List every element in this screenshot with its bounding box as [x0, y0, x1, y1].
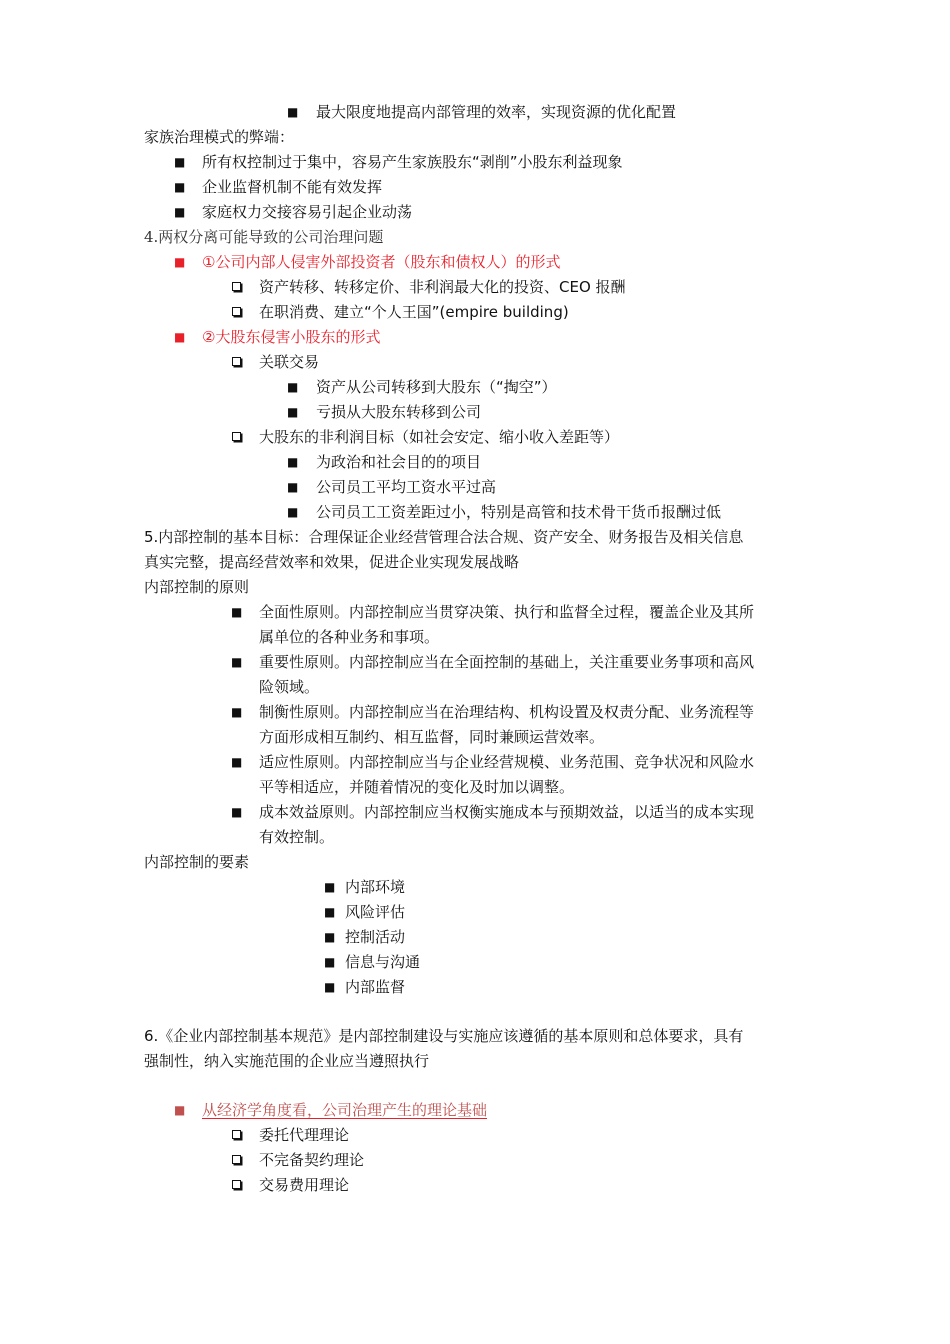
form2-b-item: 公司员工工资差距过小，特别是高管和技术骨干货币报酬过低: [316, 503, 722, 521]
filled-square-icon: ■: [324, 930, 336, 944]
filled-square-icon: ■: [231, 755, 243, 769]
form2-b-item: 为政治和社会目的的项目: [316, 453, 482, 471]
hollow-box-icon: [232, 282, 241, 291]
principle-line: 属单位的各种业务和事项。: [259, 628, 440, 646]
sec4-form1: ①公司内部人侵害外部投资者（股东和债权人）的形式: [202, 253, 561, 271]
principle-line: 险领域。: [259, 678, 320, 696]
form2-a-item: 资产从公司转移到大股东（“掏空”）: [316, 378, 557, 396]
element-item: 风险评估: [345, 903, 406, 921]
elements-heading: 内部控制的要素: [144, 853, 250, 871]
filled-square-icon: ■: [174, 205, 186, 219]
filled-square-icon: ■: [287, 505, 299, 519]
family-item: 家庭权力交接容易引起企业动荡: [202, 203, 413, 221]
family-item: 所有权控制过于集中，容易产生家族股东“剥削”小股东利益现象: [202, 153, 623, 171]
principle-line: 成本效益原则。内部控制应当权衡实施成本与预期效益，以适当的成本实现: [259, 803, 755, 821]
principle-line: 方面形成相互制约、相互监督，同时兼顾运营效率。: [259, 728, 605, 746]
family-item: 企业监督机制不能有效发挥: [202, 178, 383, 196]
element-item: 信息与沟通: [345, 953, 421, 971]
top-item: 最大限度地提高内部管理的效率，实现资源的优化配置: [316, 103, 677, 121]
filled-square-icon: ■: [287, 455, 299, 469]
principle-line: 制衡性原则。内部控制应当在治理结构、机构设置及权责分配、业务流程等: [259, 703, 755, 721]
hollow-box-icon: [232, 1180, 241, 1189]
sec5-heading-line1: 5.内部控制的基本目标：合理保证企业经营管理合法合规、资产安全、财务报告及相关信息: [144, 528, 744, 546]
hollow-box-icon: [232, 432, 241, 441]
form2-b: 大股东的非利润目标（如社会安定、缩小收入差距等）: [259, 428, 620, 446]
econ-item: 不完备契约理论: [259, 1151, 365, 1169]
filled-square-icon: ■: [174, 155, 186, 169]
filled-square-icon: ■: [324, 880, 336, 894]
filled-square-icon: ■: [231, 605, 243, 619]
econ-item: 委托代理理论: [259, 1126, 350, 1144]
form2-a: 关联交易: [259, 353, 320, 371]
filled-square-icon: ■: [324, 905, 336, 919]
filled-square-icon: ■: [231, 805, 243, 819]
principle-line: 适应性原则。内部控制应当与企业经营规模、业务范围、竞争状况和风险水: [259, 753, 755, 771]
sec5-heading-line2: 真实完整，提高经营效率和效果，促进企业实现发展战略: [144, 553, 520, 571]
sec6-line1: 6.《企业内部控制基本规范》是内部控制建设与实施应该遵循的基本原则和总体要求，具有: [144, 1027, 744, 1045]
econ-item: 交易费用理论: [259, 1176, 350, 1194]
filled-square-icon: ■: [324, 980, 336, 994]
sec4-heading: 4.两权分离可能导致的公司治理问题: [144, 228, 384, 246]
econ-heading: 从经济学角度看，公司治理产生的理论基础: [202, 1101, 488, 1119]
filled-square-icon: ■: [324, 955, 336, 969]
filled-square-icon: ■: [287, 105, 299, 119]
principle-line: 平等相适应，并随着情况的变化及时加以调整。: [259, 778, 575, 796]
principles-heading: 内部控制的原则: [144, 578, 250, 596]
filled-square-icon: ■: [231, 705, 243, 719]
filled-square-icon: ■: [174, 1103, 186, 1117]
principle-line: 有效控制。: [259, 828, 335, 846]
element-item: 内部环境: [345, 878, 406, 896]
family-heading: 家族治理模式的弊端：: [144, 128, 295, 146]
filled-square-icon: ■: [231, 655, 243, 669]
filled-square-icon: ■: [287, 380, 299, 394]
principle-line: 重要性原则。内部控制应当在全面控制的基础上，关注重要业务事项和高风: [259, 653, 755, 671]
form1-item: 在职消费、建立“个人王国”(empire building): [259, 303, 569, 321]
hollow-box-icon: [232, 307, 241, 316]
filled-square-icon: ■: [287, 480, 299, 494]
filled-square-icon: ■: [174, 255, 186, 269]
filled-square-icon: ■: [174, 330, 186, 344]
sec4-form2: ②大股东侵害小股东的形式: [202, 328, 381, 346]
principle-line: 全面性原则。内部控制应当贯穿决策、执行和监督全过程，覆盖企业及其所: [259, 603, 755, 621]
sec6-line2: 强制性，纳入实施范围的企业应当遵照执行: [144, 1052, 430, 1070]
form2-a-item: 亏损从大股东转移到公司: [316, 403, 482, 421]
element-item: 控制活动: [345, 928, 406, 946]
form1-item: 资产转移、转移定价、非利润最大化的投资、CEO 报酬: [259, 278, 626, 296]
filled-square-icon: ■: [287, 405, 299, 419]
hollow-box-icon: [232, 357, 241, 366]
hollow-box-icon: [232, 1130, 241, 1139]
form2-b-item: 公司员工平均工资水平过高: [316, 478, 497, 496]
hollow-box-icon: [232, 1155, 241, 1164]
element-item: 内部监督: [345, 978, 406, 996]
filled-square-icon: ■: [174, 180, 186, 194]
